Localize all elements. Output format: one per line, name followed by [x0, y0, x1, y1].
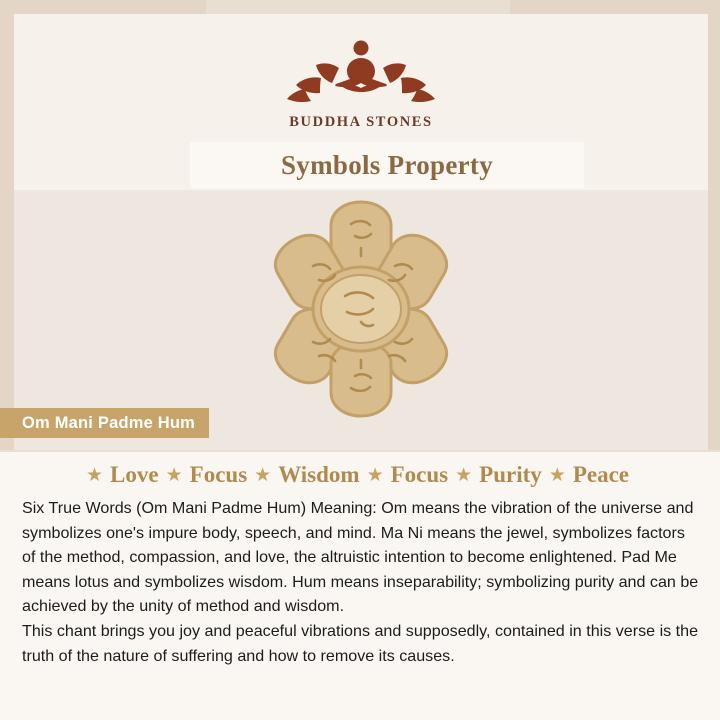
- keyword-purity: Purity: [479, 462, 542, 487]
- frame-top-right-bar: [510, 0, 720, 14]
- keyword-love: Love: [110, 462, 159, 487]
- symbol-name-ribbon: [0, 408, 209, 438]
- lotus-meditation-icon: [14, 32, 708, 110]
- description-section: [0, 452, 720, 720]
- keyword-focus-1: Focus: [189, 462, 248, 487]
- star-icon: ★: [254, 464, 272, 486]
- star-icon: ★: [455, 464, 473, 486]
- keyword-wisdom: Wisdom: [278, 462, 360, 487]
- star-icon: ★: [165, 464, 183, 486]
- frame-top-left-bar: [0, 0, 206, 14]
- frame-right-bar: [708, 0, 720, 450]
- brand-logo-block: [14, 32, 708, 131]
- ribbon-label: Om Mani Padme Hum: [22, 413, 196, 432]
- om-mani-padme-hum-mandala-icon: [235, 409, 487, 426]
- keyword-focus-2: Focus: [390, 462, 449, 487]
- paragraph-chant: This chant brings you joy and peaceful vibrations and supposedly, contained in this verse is the truth of the nature of suffering and how to remove its causes.: [22, 621, 699, 665]
- brand-name: BUDDHA STONES: [289, 114, 433, 130]
- title-band: [190, 142, 584, 188]
- paragraph-meaning: Six True Words (Om Mani Padme Hum) Meaning: Om means the vibration of the universe and symbolizes one's impure body, speech, and mind. Ma Ni means the jewel, symbolizes factors of the method, compassion, and love, the altruistic intention to become enlightened. Pad Me means lotus and symbolizes wisdom. Hum means inseparability; symbolizing purity and can be achieved by the unity of method and wisdom.: [22, 499, 699, 616]
- keyword-list: [0, 452, 720, 488]
- keyword-peace: Peace: [572, 462, 630, 487]
- frame-left-bar: [0, 0, 14, 450]
- mandala-illustration: [14, 196, 708, 427]
- star-icon: ★: [548, 464, 566, 486]
- body-text: [0, 488, 720, 668]
- page-title: Symbols Property: [280, 149, 494, 180]
- star-icon: ★: [85, 464, 104, 486]
- star-icon: ★: [366, 464, 384, 486]
- content-panel: [14, 14, 708, 450]
